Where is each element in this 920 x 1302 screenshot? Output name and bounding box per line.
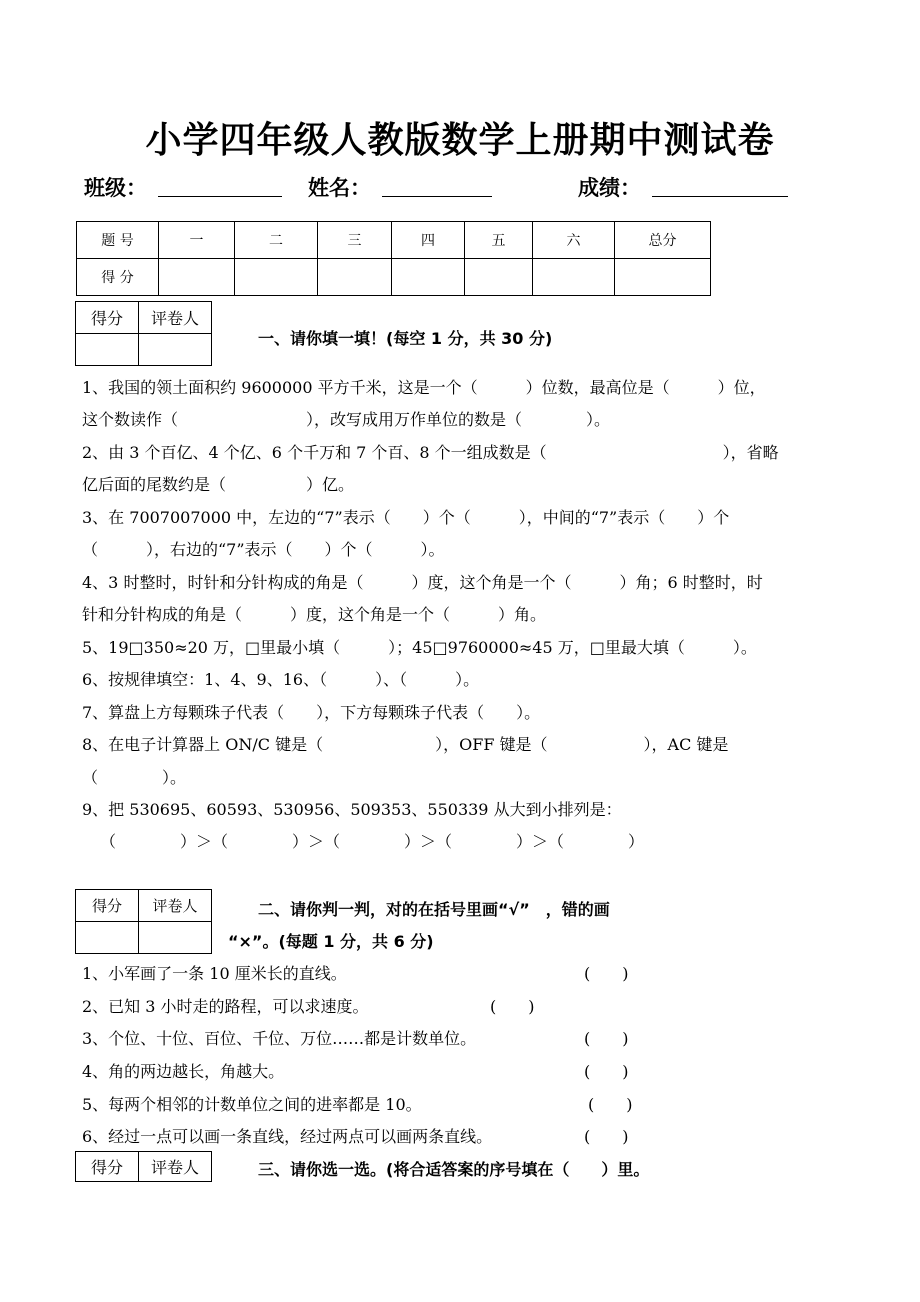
grader-box bbox=[75, 1151, 212, 1182]
table-header-cell: 一 bbox=[159, 222, 235, 259]
class-blank[interactable] bbox=[158, 196, 282, 197]
score-cell[interactable] bbox=[235, 259, 318, 296]
grader-cell[interactable] bbox=[139, 334, 212, 366]
grader-cell[interactable] bbox=[139, 922, 212, 954]
score-cell[interactable] bbox=[615, 259, 711, 296]
question-line: 6、按规律填空：1、4、9、16、（ ）、（ ）。 bbox=[82, 670, 480, 689]
class-label: 班级： bbox=[84, 176, 147, 200]
judge-item-text: 5、每两个相邻的计数单位之间的进率都是 10。 bbox=[82, 1095, 422, 1114]
section-3-heading: 三、请你选一选。(将合适答案的序号填在（ ）里。 bbox=[258, 1160, 650, 1179]
question-line: 2、由 3 个百亿、4 个亿、6 个千万和 7 个百、8 个一组成数是（ ），省略 bbox=[82, 443, 779, 462]
score-cell[interactable] bbox=[392, 259, 465, 296]
score-cell[interactable] bbox=[318, 259, 392, 296]
grader-score-cell[interactable] bbox=[76, 334, 139, 366]
question-line: （ ），右边的“7”表示（ ）个（ ）。 bbox=[82, 540, 445, 559]
table-row-label: 得 分 bbox=[77, 259, 159, 296]
question-line: 5、19□350≈20 万，□里最小填（ ）；45□9760000≈45 万，□里最大填（ ）。 bbox=[82, 638, 757, 657]
table-header-cell: 题 号 bbox=[77, 222, 159, 259]
question-line: 8、在电子计算器上 ON/C 键是（ ），OFF 键是（ ），AC 键是 bbox=[82, 735, 729, 754]
judge-item-text: 3、个位、十位、百位、千位、万位……都是计数单位。 bbox=[82, 1029, 477, 1048]
table-header-cell: 四 bbox=[392, 222, 465, 259]
question-line: 1、我国的领土面积约 9600000 平方千米，这是一个（ ）位数，最高位是（ ）位， bbox=[82, 378, 766, 397]
question-line: 针和分针构成的角是（ ）度，这个角是一个（ ）角。 bbox=[82, 605, 547, 624]
grader-box bbox=[75, 301, 212, 366]
grader-score-label: 得分 bbox=[76, 302, 139, 334]
question-line: 亿后面的尾数约是（ ）亿。 bbox=[82, 475, 355, 494]
judge-item-paren[interactable]: ( ) bbox=[584, 1062, 629, 1081]
table-header-cell: 二 bbox=[235, 222, 318, 259]
score-label: 成绩： bbox=[578, 176, 641, 200]
name-blank[interactable] bbox=[382, 196, 492, 197]
grader-label: 评卷人 bbox=[139, 1152, 212, 1182]
grader-label: 评卷人 bbox=[139, 302, 212, 334]
judge-item-paren[interactable]: ( ) bbox=[490, 997, 535, 1016]
question-line: 3、在 7007007000 中，左边的“7”表示（ ）个（ ），中间的“7”表示（ ）个 bbox=[82, 508, 730, 527]
section-2-heading-cont: “×”。(每题 1 分，共 6 分) bbox=[228, 932, 434, 951]
grader-score-label: 得分 bbox=[76, 1152, 139, 1182]
section-1-heading: 一、请你填一填！(每空 1 分，共 30 分) bbox=[258, 329, 553, 348]
grader-label: 评卷人 bbox=[139, 890, 212, 922]
grader-box bbox=[75, 889, 212, 954]
table-header-cell: 六 bbox=[533, 222, 615, 259]
question-line: 9、把 530695、60593、530956、509353、550339 从大到小排列是： bbox=[82, 800, 622, 819]
table-header-cell: 五 bbox=[465, 222, 533, 259]
question-line: （ ）。 bbox=[82, 768, 187, 787]
judge-item-text: 2、已知 3 小时走的路程，可以求速度。 bbox=[82, 997, 369, 1016]
judge-item-text: 6、经过一点可以画一条直线，经过两点可以画两条直线。 bbox=[82, 1127, 493, 1146]
question-line: （ ）＞（ ）＞（ ）＞（ ）＞（ ） bbox=[100, 832, 645, 851]
section-2-heading: 二、请你判一判，对的在括号里画“√” ，错的画 bbox=[258, 900, 610, 919]
judge-item-text: 4、角的两边越长，角越大。 bbox=[82, 1062, 285, 1081]
judge-item-paren[interactable]: ( ) bbox=[584, 1127, 629, 1146]
grader-score-label: 得分 bbox=[76, 890, 139, 922]
grader-score-cell[interactable] bbox=[76, 922, 139, 954]
judge-item-paren[interactable]: ( ) bbox=[584, 1029, 629, 1048]
question-line: 7、算盘上方每颗珠子代表（ ），下方每颗珠子代表（ ）。 bbox=[82, 703, 541, 722]
question-line: 4、3 时整时，时针和分针构成的角是（ ）度，这个角是一个（ ）角；6 时整时，时 bbox=[82, 573, 763, 592]
page-title: 小学四年级人教版数学上册期中测试卷 bbox=[145, 120, 775, 161]
table-header-cell: 总分 bbox=[615, 222, 711, 259]
judge-item-text: 1、小军画了一条 10 厘米长的直线。 bbox=[82, 964, 347, 983]
question-line: 这个数读作（ ），改写成用万作单位的数是（ ）。 bbox=[82, 410, 611, 429]
score-blank[interactable] bbox=[652, 196, 788, 197]
score-cell[interactable] bbox=[465, 259, 533, 296]
score-table bbox=[76, 221, 711, 296]
score-cell[interactable] bbox=[159, 259, 235, 296]
table-header-cell: 三 bbox=[318, 222, 392, 259]
judge-item-paren[interactable]: ( ) bbox=[584, 964, 629, 983]
name-label: 姓名： bbox=[308, 176, 371, 200]
judge-item-paren[interactable]: ( ) bbox=[588, 1095, 633, 1114]
score-cell[interactable] bbox=[533, 259, 615, 296]
